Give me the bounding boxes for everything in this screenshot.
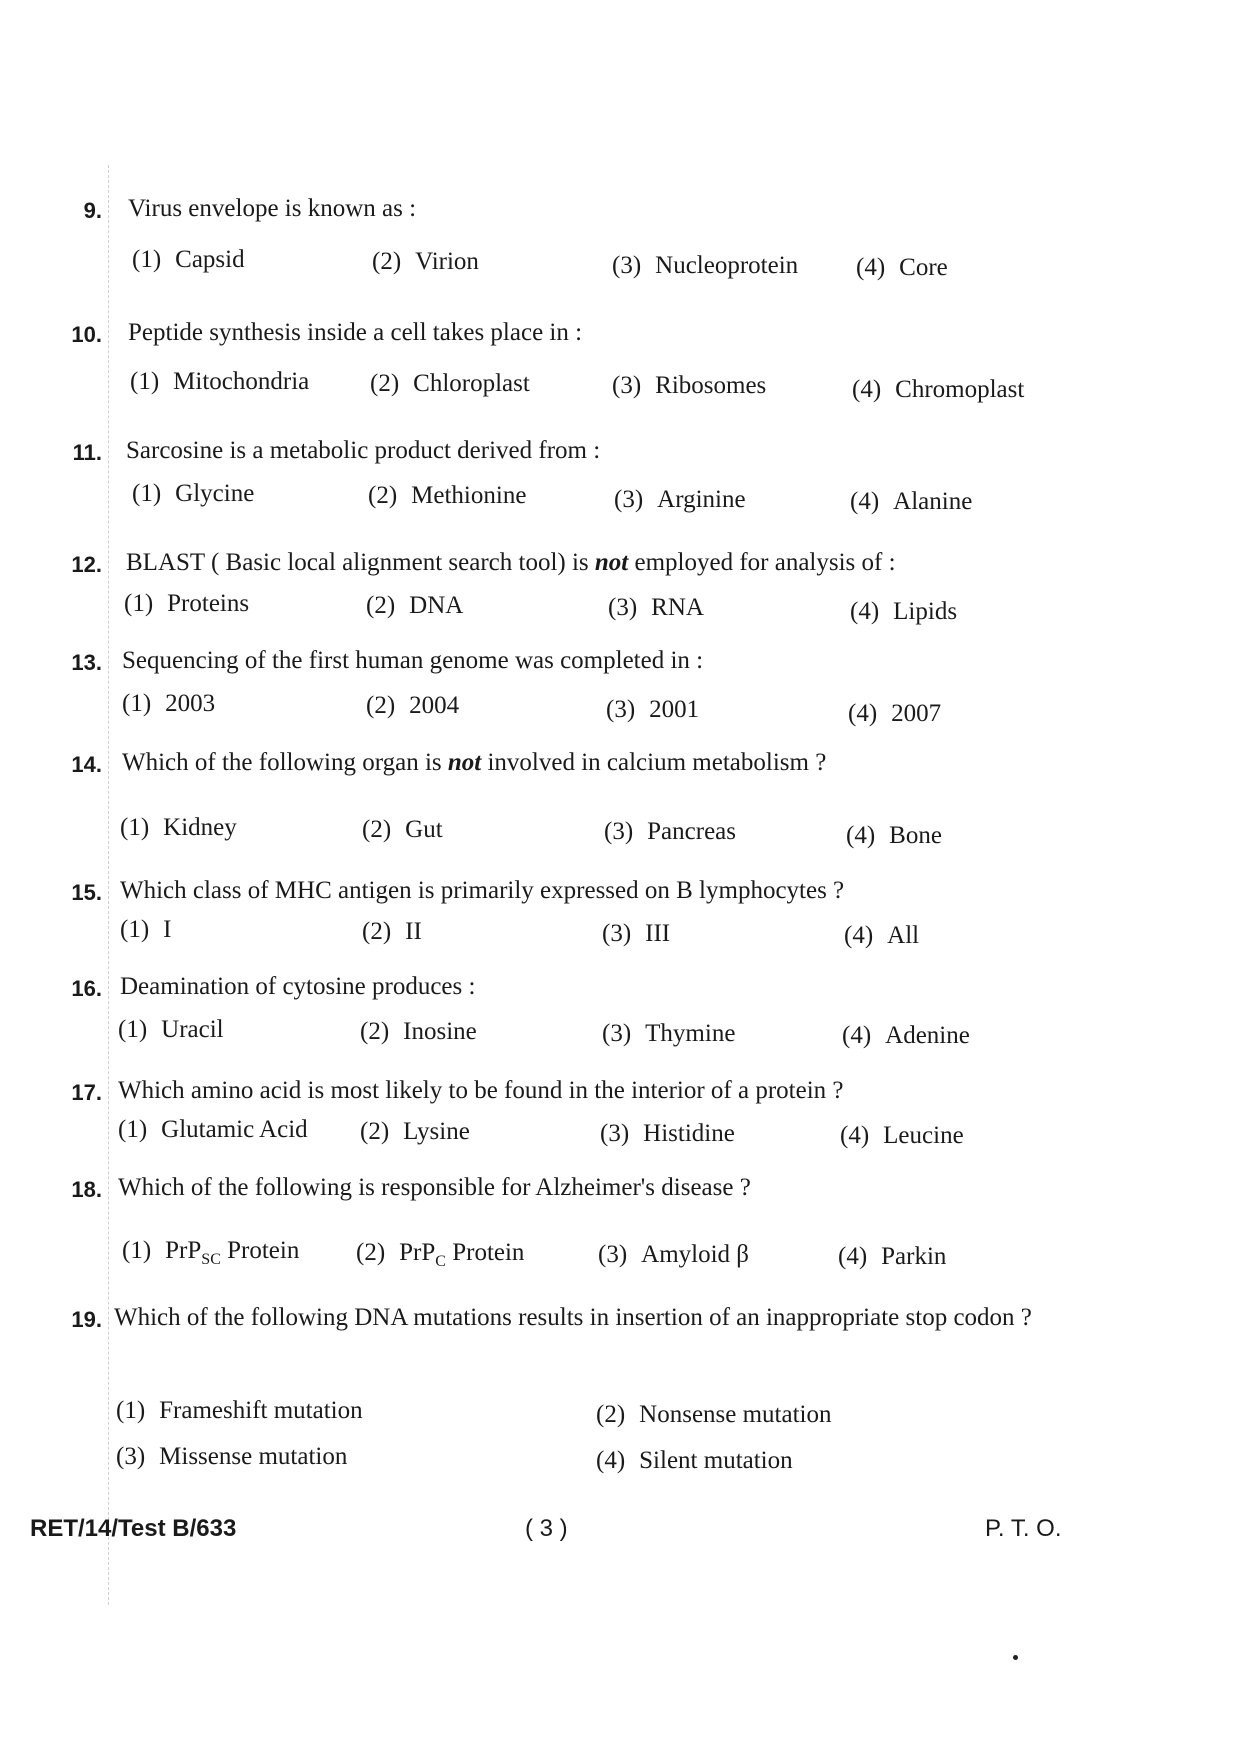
option-3: (3) Thymine — [602, 1020, 736, 1047]
option-2: (2) II — [362, 918, 422, 945]
option-4: (4) Silent mutation — [596, 1447, 793, 1474]
question-number: 12. — [71, 552, 102, 577]
option-2: (2) Methionine — [368, 482, 527, 509]
question-number: 10. — [71, 322, 102, 347]
option-1: (1) PrP$_{SC}$ Protein — [122, 1237, 300, 1268]
option-4: (4) Bone — [846, 822, 942, 849]
question-text: Sequencing of the first human genome was completed in : — [122, 647, 704, 674]
option-1: (1) I — [120, 916, 172, 943]
option-2: (2) Virion — [372, 248, 479, 275]
option-3: (3) Pancreas — [604, 818, 736, 845]
option-1: (1) Capsid — [132, 246, 245, 273]
question-number: 15. — [71, 880, 102, 905]
question-text: Sarcosine is a metabolic product derived from : — [126, 437, 601, 464]
option-3: (3) RNA — [608, 594, 704, 621]
option-3: (3) Ribosomes — [612, 372, 767, 399]
option-1: (1) Glutamic Acid — [118, 1116, 308, 1143]
option-1: (1) Proteins — [124, 590, 250, 617]
question-text: Which class of MHC antigen is primarily expressed on B lymphocytes ? — [120, 877, 845, 904]
option-3: (3) Missense mutation — [116, 1443, 348, 1470]
option-4: (4) Alanine — [850, 488, 973, 515]
option-4: (4) Chromoplast — [852, 376, 1025, 403]
question-number: 17. — [71, 1080, 102, 1105]
question-number: 14. — [71, 752, 102, 777]
option-2: (2) Inosine — [360, 1018, 477, 1045]
question-text: Which of the following DNA mutations results in insertion of an inappropriate stop codon ? — [114, 1304, 1032, 1331]
option-2: (2) Nonsense mutation — [596, 1401, 832, 1428]
option-3: (3) Nucleoprotein — [612, 252, 799, 279]
question-number: 18. — [71, 1177, 102, 1202]
question-number: 13. — [71, 650, 102, 675]
question-text: Deamination of cytosine produces : — [120, 973, 476, 1000]
emphasis-not: not — [594, 549, 629, 576]
option-2: (2) Chloroplast — [370, 370, 530, 397]
option-3: (3) Amyloid β — [598, 1241, 750, 1268]
question-number: 19. — [71, 1307, 102, 1332]
option-1: (1) Mitochondria — [130, 368, 310, 395]
option-4: (4) Parkin — [838, 1243, 947, 1270]
option-1: (1) 2003 — [122, 690, 216, 717]
option-1: (1) Uracil — [118, 1016, 224, 1043]
option-2: (2) PrP$_C$ Protein — [356, 1239, 525, 1270]
option-3: (3) 2001 — [606, 696, 700, 723]
question-text: Peptide synthesis inside a cell takes place in : — [128, 319, 583, 346]
option-4: (4) Lipids — [850, 598, 958, 625]
option-2: (2) Gut — [362, 816, 443, 843]
emphasis-not: not — [447, 749, 482, 776]
question-number: 11. — [72, 440, 102, 465]
option-2: (2) 2004 — [366, 692, 460, 719]
page-number: ( 3 ) — [525, 1515, 568, 1542]
option-4: (4) Adenine — [842, 1022, 970, 1049]
option-3: (3) III — [602, 920, 671, 947]
question-number: 16. — [71, 976, 102, 1001]
option-3: (3) Histidine — [600, 1120, 735, 1147]
option-4: (4) Core — [856, 254, 948, 281]
question-text: Which amino acid is most likely to be found in the interior of a protein ? — [118, 1077, 844, 1104]
option-4: (4) All — [844, 922, 920, 949]
question-text: Which of the following organ is not involved in calcium metabolism ? — [122, 749, 827, 776]
paper-code: RET/14/Test B/633 — [30, 1515, 237, 1542]
option-1: (1) Kidney — [120, 814, 237, 841]
please-turn-over: P. T. O. — [985, 1515, 1062, 1542]
option-4: (4) Leucine — [840, 1122, 964, 1149]
margin-line — [108, 165, 109, 1605]
question-text: Virus envelope is known as : — [128, 195, 417, 222]
option-1: (1) Glycine — [132, 480, 255, 507]
option-3: (3) Arginine — [614, 486, 746, 513]
option-4: (4) 2007 — [848, 700, 942, 727]
option-2: (2) Lysine — [360, 1118, 470, 1145]
option-1: (1) Frameshift mutation — [116, 1397, 363, 1424]
option-2: (2) DNA — [366, 592, 464, 619]
question-text: Which of the following is responsible for Alzheimer's disease ? — [118, 1174, 751, 1201]
question-number: 9. — [83, 198, 102, 223]
speck-mark — [1013, 1655, 1018, 1660]
question-text: BLAST ( Basic local alignment search tool) is not employed for analysis of : — [126, 549, 896, 576]
